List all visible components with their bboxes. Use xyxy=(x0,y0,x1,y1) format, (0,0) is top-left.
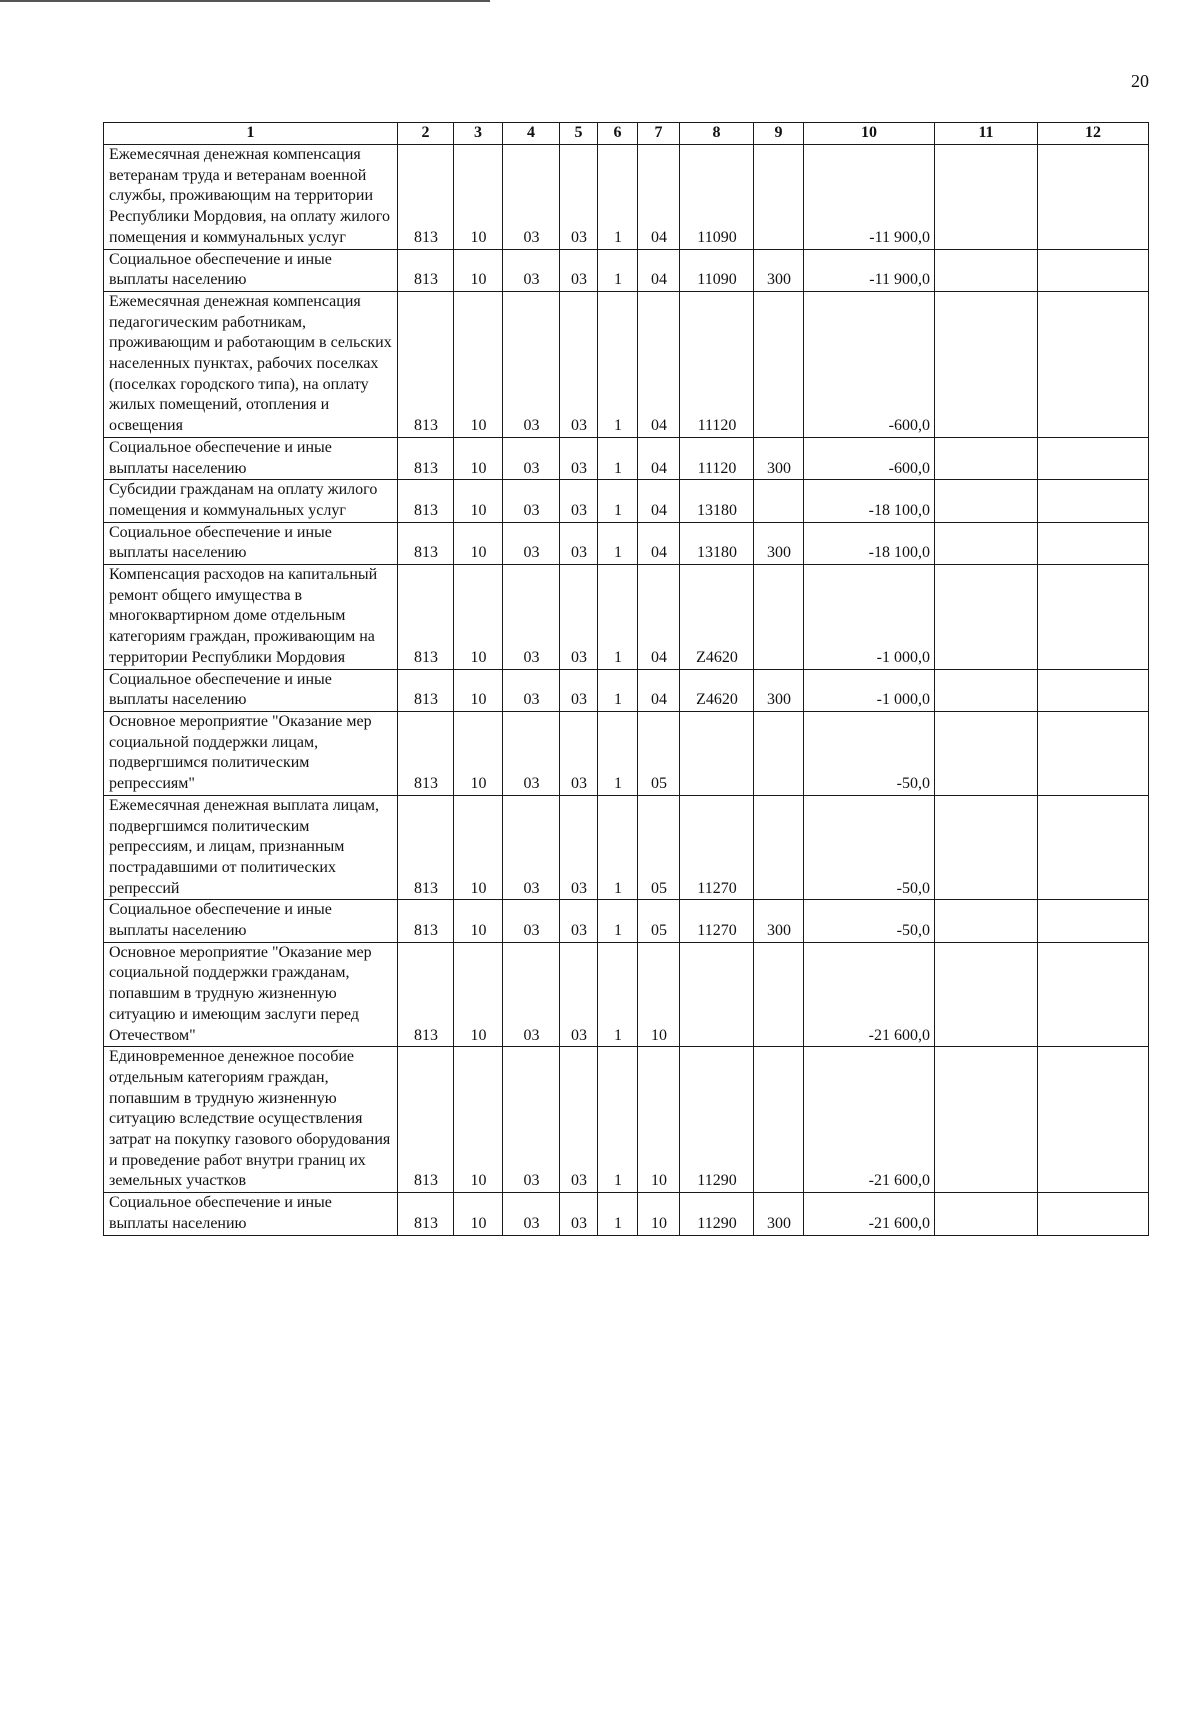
amount-cell: -1 000,0 xyxy=(804,669,935,711)
code-cell: 03 xyxy=(560,249,598,291)
column-header: 7 xyxy=(638,123,680,145)
empty-cell xyxy=(1038,145,1149,250)
empty-cell xyxy=(935,1193,1038,1235)
code-cell: 10 xyxy=(454,480,503,522)
code-cell xyxy=(754,145,804,250)
code-cell: 813 xyxy=(398,145,454,250)
empty-cell xyxy=(935,291,1038,437)
code-cell: 04 xyxy=(638,145,680,250)
code-cell: 1 xyxy=(598,522,638,564)
code-cell: 05 xyxy=(638,795,680,900)
code-cell: 813 xyxy=(398,249,454,291)
code-cell: Z4620 xyxy=(680,565,754,670)
code-cell: 1 xyxy=(598,145,638,250)
empty-cell xyxy=(935,480,1038,522)
table-row xyxy=(104,565,1149,670)
code-cell: 11090 xyxy=(680,145,754,250)
code-cell: 04 xyxy=(638,437,680,479)
empty-cell xyxy=(1038,249,1149,291)
code-cell: 03 xyxy=(503,711,560,795)
code-cell: 11290 xyxy=(680,1047,754,1193)
code-cell: 13180 xyxy=(680,480,754,522)
code-cell: 03 xyxy=(560,711,598,795)
code-cell: 300 xyxy=(754,437,804,479)
code-cell: 1 xyxy=(598,900,638,942)
code-cell: 813 xyxy=(398,480,454,522)
code-cell: 1 xyxy=(598,1047,638,1193)
empty-cell xyxy=(1038,795,1149,900)
column-header: 3 xyxy=(454,123,503,145)
code-cell: 03 xyxy=(560,145,598,250)
code-cell: 10 xyxy=(638,942,680,1047)
code-cell xyxy=(754,942,804,1047)
code-cell: 11090 xyxy=(680,249,754,291)
empty-cell xyxy=(935,145,1038,250)
budget-table xyxy=(103,122,1149,1236)
code-cell: 1 xyxy=(598,795,638,900)
code-cell: 05 xyxy=(638,900,680,942)
code-cell: 04 xyxy=(638,480,680,522)
code-cell: 03 xyxy=(503,1047,560,1193)
code-cell: 10 xyxy=(454,145,503,250)
code-cell: 300 xyxy=(754,900,804,942)
code-cell: 03 xyxy=(560,669,598,711)
code-cell: 813 xyxy=(398,522,454,564)
amount-cell: -18 100,0 xyxy=(804,522,935,564)
code-cell: 03 xyxy=(503,900,560,942)
code-cell xyxy=(680,942,754,1047)
code-cell: 1 xyxy=(598,942,638,1047)
code-cell: 04 xyxy=(638,669,680,711)
code-cell: 10 xyxy=(454,669,503,711)
empty-cell xyxy=(935,249,1038,291)
column-header: 2 xyxy=(398,123,454,145)
code-cell xyxy=(754,291,804,437)
amount-cell: -11 900,0 xyxy=(804,145,935,250)
table-row xyxy=(104,522,1149,564)
code-cell: 03 xyxy=(560,480,598,522)
code-cell: 03 xyxy=(560,900,598,942)
code-cell xyxy=(754,711,804,795)
amount-cell: -21 600,0 xyxy=(804,1193,935,1235)
table-row xyxy=(104,145,1149,250)
row-name-cell: Ежемесячная денежная компенсация педагогическим работникам, проживающим и работающим в сельских населенных пунктах, рабочих поселках (поселках городского типа), на оплату жилых помещений, отопления и освещения xyxy=(104,291,398,437)
empty-cell xyxy=(1038,480,1149,522)
code-cell: 03 xyxy=(503,480,560,522)
empty-cell xyxy=(935,900,1038,942)
table-row xyxy=(104,795,1149,900)
amount-cell: -21 600,0 xyxy=(804,942,935,1047)
code-cell: 03 xyxy=(503,669,560,711)
code-cell: 10 xyxy=(454,795,503,900)
code-cell: 11270 xyxy=(680,900,754,942)
empty-cell xyxy=(1038,669,1149,711)
empty-cell xyxy=(1038,942,1149,1047)
code-cell: 10 xyxy=(454,900,503,942)
table-header-row xyxy=(104,123,1149,145)
row-name-cell: Ежемесячная денежная компенсация ветеранам труда и ветеранам военной службы, проживающим на территории Республики Мордовия, на оплату жилого помещения и коммунальных услуг xyxy=(104,145,398,250)
code-cell: 11290 xyxy=(680,1193,754,1235)
code-cell: 1 xyxy=(598,669,638,711)
empty-cell xyxy=(935,565,1038,670)
code-cell: 13180 xyxy=(680,522,754,564)
code-cell: 03 xyxy=(503,249,560,291)
code-cell: 11120 xyxy=(680,437,754,479)
empty-cell xyxy=(1038,522,1149,564)
code-cell: 03 xyxy=(560,291,598,437)
code-cell: 03 xyxy=(503,795,560,900)
amount-cell: -600,0 xyxy=(804,437,935,479)
code-cell: 03 xyxy=(503,522,560,564)
row-name-cell: Социальное обеспечение и иные выплаты населению xyxy=(104,669,398,711)
row-name-cell: Основное мероприятие "Оказание мер социальной поддержки лицам, подвергшимся политическим репрессиям" xyxy=(104,711,398,795)
code-cell: 03 xyxy=(560,1047,598,1193)
code-cell: 10 xyxy=(454,437,503,479)
code-cell: 11270 xyxy=(680,795,754,900)
code-cell: 813 xyxy=(398,669,454,711)
code-cell: 1 xyxy=(598,437,638,479)
amount-cell: -1 000,0 xyxy=(804,565,935,670)
code-cell: 10 xyxy=(454,1047,503,1193)
code-cell: 10 xyxy=(454,291,503,437)
code-cell xyxy=(754,1047,804,1193)
empty-cell xyxy=(935,669,1038,711)
code-cell: 03 xyxy=(503,291,560,437)
amount-cell: -50,0 xyxy=(804,900,935,942)
empty-cell xyxy=(1038,565,1149,670)
code-cell: 813 xyxy=(398,565,454,670)
code-cell: 1 xyxy=(598,249,638,291)
scan-edge-line xyxy=(0,0,490,2)
column-header: 12 xyxy=(1038,123,1149,145)
code-cell: 03 xyxy=(560,437,598,479)
row-name-cell: Единовременное денежное пособие отдельным категориям граждан, попавшим в трудную жизненную ситуацию вследствие осуществления затрат на покупку газового оборудования и проведение работ внутри границ их земельных участков xyxy=(104,1047,398,1193)
code-cell xyxy=(754,795,804,900)
column-header: 4 xyxy=(503,123,560,145)
empty-cell xyxy=(935,437,1038,479)
row-name-cell: Основное мероприятие "Оказание мер социальной поддержки гражданам, попавшим в трудную жизненную ситуацию и имеющим заслуги перед Отечеством" xyxy=(104,942,398,1047)
amount-cell: -600,0 xyxy=(804,291,935,437)
code-cell: 813 xyxy=(398,795,454,900)
code-cell: 05 xyxy=(638,711,680,795)
code-cell: 03 xyxy=(503,565,560,670)
amount-cell: -11 900,0 xyxy=(804,249,935,291)
code-cell: 10 xyxy=(638,1047,680,1193)
row-name-cell: Социальное обеспечение и иные выплаты населению xyxy=(104,1193,398,1235)
empty-cell xyxy=(935,1047,1038,1193)
empty-cell xyxy=(935,942,1038,1047)
table-row xyxy=(104,669,1149,711)
code-cell: 10 xyxy=(638,1193,680,1235)
column-header: 1 xyxy=(104,123,398,145)
code-cell: 813 xyxy=(398,1047,454,1193)
code-cell xyxy=(680,711,754,795)
code-cell: 300 xyxy=(754,669,804,711)
empty-cell xyxy=(1038,437,1149,479)
code-cell: 10 xyxy=(454,711,503,795)
table-row xyxy=(104,942,1149,1047)
amount-cell: -21 600,0 xyxy=(804,1047,935,1193)
empty-cell xyxy=(1038,1193,1149,1235)
code-cell: 10 xyxy=(454,1193,503,1235)
table-row xyxy=(104,900,1149,942)
table-body xyxy=(104,145,1149,1236)
code-cell xyxy=(754,480,804,522)
code-cell: 03 xyxy=(503,437,560,479)
table-row xyxy=(104,1047,1149,1193)
code-cell: 03 xyxy=(503,1193,560,1235)
code-cell: Z4620 xyxy=(680,669,754,711)
amount-cell: -50,0 xyxy=(804,711,935,795)
code-cell: 10 xyxy=(454,522,503,564)
column-header: 9 xyxy=(754,123,804,145)
code-cell: 300 xyxy=(754,522,804,564)
empty-cell xyxy=(1038,900,1149,942)
table-row xyxy=(104,711,1149,795)
code-cell: 10 xyxy=(454,942,503,1047)
code-cell: 11120 xyxy=(680,291,754,437)
code-cell: 813 xyxy=(398,900,454,942)
code-cell: 813 xyxy=(398,437,454,479)
code-cell: 813 xyxy=(398,711,454,795)
code-cell: 1 xyxy=(598,480,638,522)
column-header: 11 xyxy=(935,123,1038,145)
table-row xyxy=(104,437,1149,479)
page-number: 20 xyxy=(1131,71,1149,91)
code-cell: 10 xyxy=(454,565,503,670)
code-cell: 813 xyxy=(398,1193,454,1235)
code-cell: 1 xyxy=(598,291,638,437)
code-cell: 03 xyxy=(503,942,560,1047)
empty-cell xyxy=(1038,1047,1149,1193)
column-header: 6 xyxy=(598,123,638,145)
row-name-cell: Ежемесячная денежная выплата лицам, подвергшимся политическим репрессиям, и лицам, признанным пострадавшими от политических репрессий xyxy=(104,795,398,900)
code-cell: 04 xyxy=(638,291,680,437)
row-name-cell: Компенсация расходов на капитальный ремонт общего имущества в многоквартирном доме отдельным категориям граждан, проживающим на территории Республики Мордовия xyxy=(104,565,398,670)
code-cell: 10 xyxy=(454,249,503,291)
code-cell: 1 xyxy=(598,1193,638,1235)
code-cell: 04 xyxy=(638,565,680,670)
code-cell xyxy=(754,565,804,670)
column-header: 5 xyxy=(560,123,598,145)
empty-cell xyxy=(1038,291,1149,437)
code-cell: 03 xyxy=(560,565,598,670)
code-cell: 03 xyxy=(560,522,598,564)
column-header: 8 xyxy=(680,123,754,145)
code-cell: 300 xyxy=(754,1193,804,1235)
row-name-cell: Социальное обеспечение и иные выплаты населению xyxy=(104,437,398,479)
amount-cell: -50,0 xyxy=(804,795,935,900)
empty-cell xyxy=(935,795,1038,900)
code-cell: 03 xyxy=(503,145,560,250)
column-header: 10 xyxy=(804,123,935,145)
table-row xyxy=(104,291,1149,437)
empty-cell xyxy=(935,522,1038,564)
row-name-cell: Социальное обеспечение и иные выплаты населению xyxy=(104,522,398,564)
code-cell: 1 xyxy=(598,565,638,670)
table-row xyxy=(104,1193,1149,1235)
amount-cell: -18 100,0 xyxy=(804,480,935,522)
code-cell: 1 xyxy=(598,711,638,795)
table-row xyxy=(104,249,1149,291)
row-name-cell: Субсидии гражданам на оплату жилого помещения и коммунальных услуг xyxy=(104,480,398,522)
code-cell: 813 xyxy=(398,942,454,1047)
code-cell: 03 xyxy=(560,942,598,1047)
row-name-cell: Социальное обеспечение и иные выплаты населению xyxy=(104,900,398,942)
code-cell: 03 xyxy=(560,795,598,900)
code-cell: 04 xyxy=(638,522,680,564)
table-row xyxy=(104,480,1149,522)
empty-cell xyxy=(1038,711,1149,795)
row-name-cell: Социальное обеспечение и иные выплаты населению xyxy=(104,249,398,291)
code-cell: 03 xyxy=(560,1193,598,1235)
code-cell: 813 xyxy=(398,291,454,437)
empty-cell xyxy=(935,711,1038,795)
code-cell: 04 xyxy=(638,249,680,291)
code-cell: 300 xyxy=(754,249,804,291)
